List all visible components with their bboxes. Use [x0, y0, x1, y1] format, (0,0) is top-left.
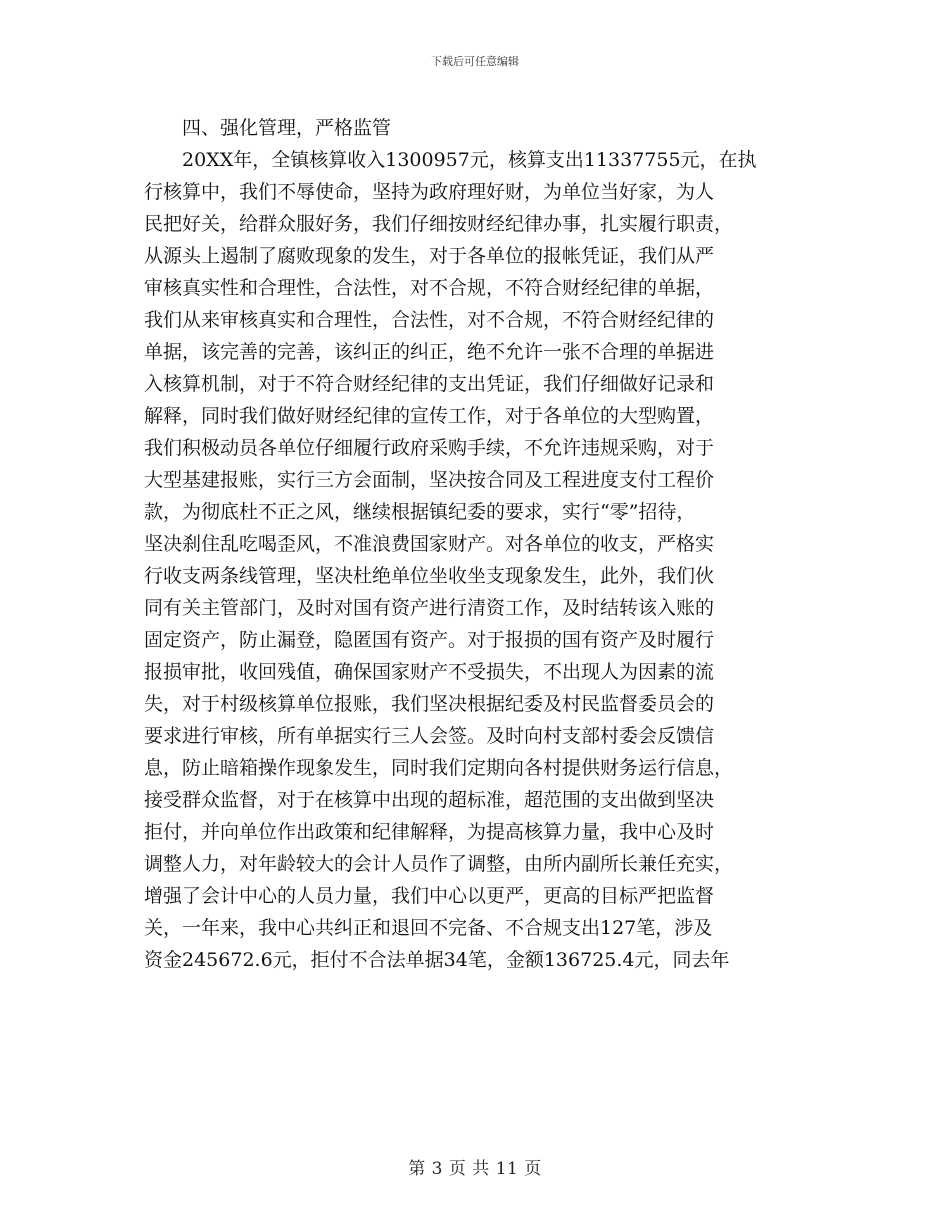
paragraph-line: 接受群众监督，对于在核算中出现的超标准，超范围的支出做到坚决: [144, 789, 715, 811]
paragraph-line: 民把好关，给群众服好务，我们仔细按财经纪律办事，扎实履行职责，: [144, 213, 734, 235]
paragraph-line: 20XX年，全镇核算收入1300957元，核算支出11337755元，在执: [182, 149, 757, 171]
paragraph-line: 息，防止暗箱操作现象发生，同时我们定期向各村提供财务运行信息，: [144, 757, 734, 779]
section-heading: 四、强化管理，严格监管: [182, 117, 392, 139]
document-body: [144, 112, 806, 976]
paragraph-line: 入核算机制，对于不符合财经纪律的支出凭证，我们仔细做好记录和: [144, 373, 715, 395]
paragraph-line: 关，一年来，我中心共纠正和退回不完备、不合规支出127笔，涉及: [144, 917, 713, 939]
paragraph-line: 拒付，并向单位作出政策和纪律解释，为提高核算力量，我中心及时: [144, 821, 715, 843]
paragraph-line: 解释，同时我们做好财经纪律的宣传工作，对于各单位的大型购置，: [144, 405, 715, 427]
paragraph-line: 要求进行审核，所有单据实行三人会签。及时向村支部村委会反馈信: [144, 725, 715, 747]
paragraph-line: 坚决刹住乱吃喝歪风，不准浪费国家财产。对各单位的收支，严格实: [144, 533, 715, 555]
paragraph-line: 从源头上遏制了腐败现象的发生，对于各单位的报帐凭证，我们从严: [144, 245, 715, 267]
paragraph-line: 调整人力，对年龄较大的会计人员作了调整，由所内副所长兼任充实，: [144, 853, 734, 875]
page-footer: 第 3 页 共 11 页: [408, 1159, 542, 1179]
paragraph-line: 单据，该完善的完善，该纠正的纠正，绝不允许一张不合理的单据进: [144, 341, 715, 363]
paragraph-line: 我们从来审核真实和合理性，合法性，对不合规，不符合财经纪律的: [144, 309, 715, 331]
paragraph-line: 同有关主管部门，及时对国有资产进行清资工作，及时结转该入账的: [144, 597, 715, 619]
paragraph: [144, 144, 806, 976]
paragraph-line: 资金245672.6元，拒付不合法单据34笔，金额136725.4元，同去年: [144, 949, 730, 971]
paragraph-line: 固定资产，防止漏登，隐匿国有资产。对于报损的国有资产及时履行: [144, 629, 715, 651]
paragraph-line: 报损审批，收回残值，确保国家财产不受损失，不出现人为因素的流: [144, 661, 715, 683]
header-note: 下载后可任意编辑: [431, 55, 519, 68]
paragraph-line: 行收支两条线管理，坚决杜绝单位坐收坐支现象发生，此外，我们伙: [144, 565, 715, 587]
paragraph-line: 审核真实性和合理性，合法性，对不合规，不符合财经纪律的单据，: [144, 277, 715, 299]
paragraph-line: 失，对于村级核算单位报账，我们坚决根据纪委及村民监督委员会的: [144, 693, 715, 715]
paragraph-line: 行核算中，我们不辱使命，坚持为政府理好财，为单位当好家，为人: [144, 181, 715, 203]
paragraph-line: 我们积极动员各单位仔细履行政府采购手续，不允许违规采购，对于: [144, 437, 715, 459]
paragraph-line: 增强了会计中心的人员力量，我们中心以更严，更高的目标严把监督: [144, 885, 715, 907]
paragraph-line: 款，为彻底杜不正之风，继续根据镇纪委的要求，实行“零”招待，: [144, 501, 696, 523]
paragraph-line: 大型基建报账，实行三方会面制，坚决按合同及工程进度支付工程价: [144, 469, 715, 491]
